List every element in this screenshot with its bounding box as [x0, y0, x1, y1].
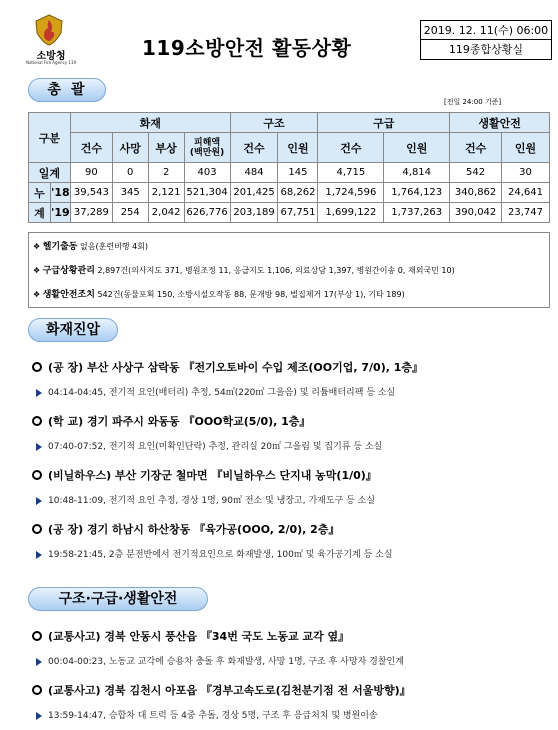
col-header: 건수	[318, 133, 384, 163]
table-cell: 1,764,123	[384, 183, 450, 203]
fire-item-detail	[36, 493, 375, 506]
date-box	[420, 20, 552, 60]
circle-bullet-icon	[32, 416, 42, 426]
fire-item-title	[32, 467, 377, 483]
triangle-bullet-icon	[36, 551, 42, 559]
fire-item-detail-text: 04:14-04:45, 전기적 요인(배터리) 추정, 54㎡(220㎡ 그을음) 및 리튬배터리팩 등 소실	[48, 388, 396, 398]
table-cell: 626,776	[184, 203, 230, 223]
table-cell: 67,751	[278, 203, 318, 223]
circle-bullet-icon	[32, 362, 42, 372]
note-safety	[33, 287, 405, 300]
fire-item-title-text: (비닐하우스) 부산 기장군 철마면 『비닐하우스 단지내 농막(1/0)』	[48, 469, 377, 482]
col-header: 인원	[384, 133, 450, 163]
table-cell: 90	[70, 163, 112, 183]
table-header-category: 구분	[29, 113, 71, 163]
row-label-cumulative-1: 누	[29, 183, 51, 203]
col-header: 부상	[148, 133, 184, 163]
table-cell: 340,862	[450, 183, 502, 203]
note-key: 구급상황관리	[42, 266, 95, 276]
fire-section-label: 화재진압	[28, 318, 118, 342]
report-office: 119종합상황실	[448, 43, 524, 56]
fire-item-title-text: (공 장) 부산 사상구 삼락동 『전기오토바이 수입 제조(OO기업, 7/0), 1층』	[48, 361, 424, 374]
col-header-damage-line2: (백만원)	[189, 147, 225, 158]
col-header-damage-line1: 피해액	[194, 137, 221, 148]
summary-section-label: 총괄	[28, 78, 106, 102]
col-header: 인원	[502, 133, 550, 163]
rescue-item-title-text: (교통사고) 경북 안동시 풍산읍 『34번 국도 노동교 교각 옆』	[48, 630, 350, 643]
circle-bullet-icon	[32, 685, 42, 695]
note-key: 생활안전조치	[42, 290, 95, 300]
fire-agency-logo	[25, 14, 77, 65]
row-label-year: '19	[50, 203, 70, 223]
table-cell: 2	[148, 163, 184, 183]
triangle-bullet-icon	[36, 712, 42, 720]
table-cell: 39,543	[70, 183, 112, 203]
table-cell: 37,289	[70, 203, 112, 223]
rescue-item-detail	[36, 708, 378, 721]
table-cell: 1,724,596	[318, 183, 384, 203]
col-header: 건수	[450, 133, 502, 163]
triangle-bullet-icon	[36, 443, 42, 451]
as-of-note: [전일 24:00 기준]	[444, 98, 502, 106]
rescue-item-detail-text: 13:59-14:47, 승합차 대 트럭 등 4중 추돌, 경상 5명, 구조 후 응급처치 및 병원이송	[48, 711, 378, 721]
note-helicopter	[33, 239, 148, 252]
diamond-bullet-icon: ❖	[33, 242, 41, 251]
logo-text: 소방청	[36, 51, 66, 62]
circle-bullet-icon	[32, 631, 42, 641]
table-cell: 0	[112, 163, 148, 183]
fire-item-title-text: (학 교) 경기 파주시 와동동 『OOO학교(5/0), 1층』	[48, 415, 311, 428]
table-cell: 2,042	[148, 203, 184, 223]
table-cell: 403	[184, 163, 230, 183]
triangle-bullet-icon	[36, 658, 42, 666]
note-key: 헬기출동	[42, 242, 78, 252]
fire-emblem-icon	[34, 14, 64, 46]
triangle-bullet-icon	[36, 389, 42, 397]
fire-item-title	[32, 521, 339, 537]
col-header: 인원	[278, 133, 318, 163]
table-cell: 68,262	[278, 183, 318, 203]
circle-bullet-icon	[32, 470, 42, 480]
table-cell: 521,304	[184, 183, 230, 203]
table-cell: 1,737,263	[384, 203, 450, 223]
table-cell: 2,121	[148, 183, 184, 203]
logo-subtext: National Fire Agency 119	[25, 60, 77, 65]
table-cell: 4,715	[318, 163, 384, 183]
row-label-year: '18	[50, 183, 70, 203]
table-cell: 203,189	[230, 203, 278, 223]
note-text: 없음(훈련비행 4회)	[80, 242, 149, 251]
triangle-bullet-icon	[36, 497, 42, 505]
diamond-bullet-icon: ❖	[33, 266, 41, 275]
note-text: 542건(동물포획 150, 소방시설오작동 88, 문개방 98, 벌집제거 17(부상 1), 기타 189)	[97, 290, 405, 299]
table-group-safety: 생활안전	[450, 113, 550, 133]
table-cell: 542	[450, 163, 502, 183]
fire-item-detail	[36, 385, 395, 398]
table-cell: 30	[502, 163, 550, 183]
fire-item-detail	[36, 547, 393, 560]
table-cell: 254	[112, 203, 148, 223]
table-cell: 145	[278, 163, 318, 183]
fire-item-detail-text: 10:48-11:09, 전기적 요인 추정, 경상 1명, 90㎡ 전소 및 냉장고, 가재도구 등 소실	[48, 496, 376, 506]
rescue-item-detail-text: 00:04-00:23, 노동교 교각에 승용차 충돌 후 화재발생, 사망 1명, 구조 후 사망자 경찰인계	[48, 657, 404, 667]
note-ems-management	[33, 263, 455, 276]
table-cell: 390,042	[450, 203, 502, 223]
rescue-item-title	[32, 628, 349, 644]
page-title: 119소방안전 활동상황	[142, 36, 352, 60]
fire-item-title-text: (공 장) 경기 하남시 하산창동 『육가공(OOO, 2/0), 2층』	[48, 523, 340, 536]
page-header	[0, 0, 558, 70]
fire-item-detail	[36, 439, 382, 452]
fire-item-detail-text: 19:58-21:45, 2층 분전반에서 전기적요인으로 화재발생, 100㎡ 및 육가공기계 등 소실	[48, 550, 393, 560]
table-cell: 23,747	[502, 203, 550, 223]
report-date: 2019. 12. 11(수) 06:00	[421, 21, 551, 40]
row-label-cumulative-2: 계	[29, 203, 51, 223]
table-cell: 1,699,122	[318, 203, 384, 223]
table-group-ems: 구급	[318, 113, 450, 133]
table-cell: 201,425	[230, 183, 278, 203]
col-header: 건수	[70, 133, 112, 163]
rescue-item-title-text: (교통사고) 경북 김천시 아포읍 『경부고속도로(김천분기점 전 서울방향)』	[48, 684, 411, 697]
summary-table	[28, 112, 550, 223]
col-header: 사망	[112, 133, 148, 163]
rescue-item-title	[32, 682, 411, 698]
table-cell: 484	[230, 163, 278, 183]
fire-item-title	[32, 413, 310, 429]
fire-item-detail-text: 07:40-07:52, 전기적 요인(미확인단락) 추정, 관리실 20㎡ 그을림 및 집기류 등 소실	[48, 442, 383, 452]
rescue-section-label: 구조·구급·생활안전	[28, 587, 208, 611]
table-cell: 4,814	[384, 163, 450, 183]
rescue-item-detail	[36, 654, 404, 667]
fire-item-title	[32, 359, 423, 375]
col-header: 건수	[230, 133, 278, 163]
col-header-damage	[184, 133, 230, 163]
diamond-bullet-icon: ❖	[33, 290, 41, 299]
table-cell: 345	[112, 183, 148, 203]
table-group-fire: 화재	[70, 113, 230, 133]
circle-bullet-icon	[32, 524, 42, 534]
note-text: 2,897건(의사지도 371, 병원조정 11, 응급지도 1,106, 의료상담 1,397, 병원간이송 0, 재외국민 10)	[97, 266, 455, 275]
summary-notes	[28, 232, 550, 308]
row-label-daily: 일계	[29, 163, 71, 183]
table-group-rescue: 구조	[230, 113, 318, 133]
table-cell: 24,641	[502, 183, 550, 203]
